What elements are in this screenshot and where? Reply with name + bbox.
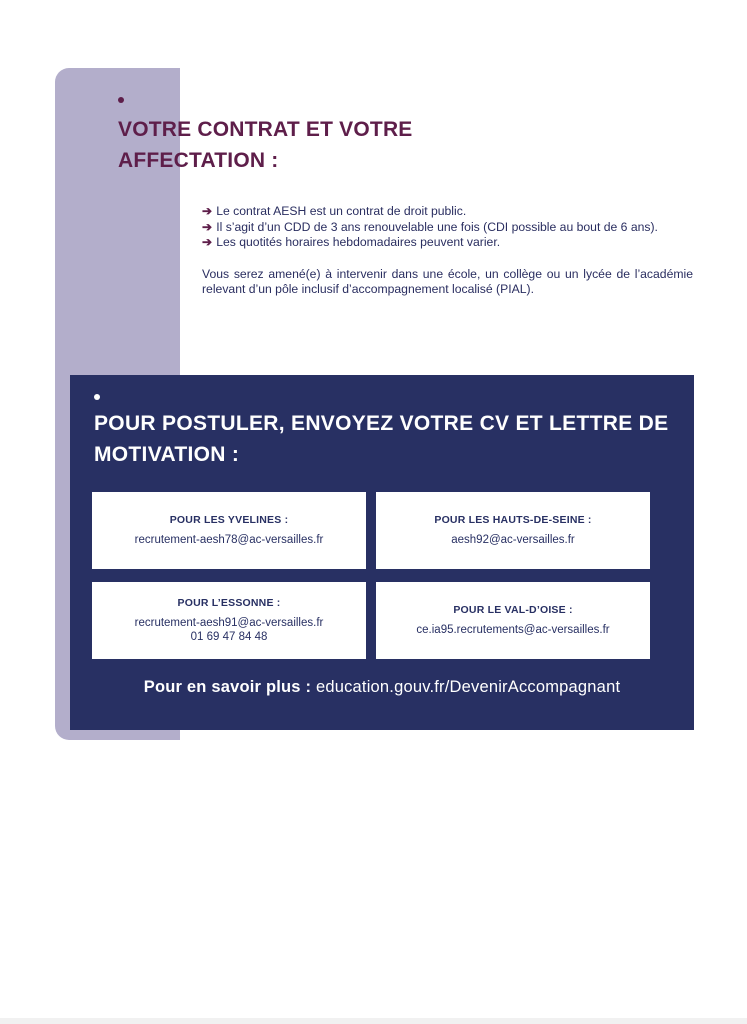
arrow-right-icon: ➔ [202,219,213,234]
arrow-right-icon: ➔ [202,204,213,218]
contact-phone[interactable]: 01 69 47 84 48 [190,631,268,643]
more-info-link[interactable]: education.gouv.fr/DevenirAccompagnant [315,678,621,696]
section-bullet-icon [118,97,124,103]
contact-email[interactable]: aesh92@ac-versailles.fr [451,534,575,546]
contact-email[interactable]: recrutement-aesh91@ac-versailles.fr [134,617,324,629]
contact-card-essonne [92,582,366,659]
contact-card-val-d-oise [376,582,650,659]
apply-section-title: POUR POSTULER, ENVOYEZ VOTRE CV ET LETTRE DE MOTIVATION : [94,412,669,466]
contract-bullet: ➔ Le contrat AESH est un contrat de droit public. [202,204,467,218]
contact-email[interactable]: recrutement-aesh78@ac-versailles.fr [134,534,324,546]
contract-bullet: ➔ Les quotités horaires hebdomadaires peuvent varier. [202,235,501,249]
contact-label: POUR LES YVELINES : [169,514,289,526]
contract-section-title: VOTRE CONTRAT ET VOTRE AFFECTATION : [118,118,413,172]
contact-label: POUR LES HAUTS-DE-SEINE : [434,514,592,526]
section-bullet-icon [94,394,100,400]
contact-email[interactable]: ce.ia95.recrutements@ac-versailles.fr [416,624,610,636]
page-bottom-edge [0,1018,747,1024]
contract-details [202,204,693,298]
contract-paragraph: Vous serez amené(e) à intervenir dans une école, un collège ou un lycée de l’académie relevant d’un pôle inclusif d’accompagnement localisé (PIAL). [202,266,693,296]
contract-bullet: ➔ Il s’agit d’un CDD de 3 ans renouvelable une fois (CDI possible au bout de 6 ans). [202,219,658,234]
contact-card-hauts-de-seine [376,492,650,569]
more-info [70,678,694,697]
more-info-lead: Pour en savoir plus : [143,678,312,696]
contact-label: POUR LE VAL-D’OISE : [453,604,573,616]
contact-label: POUR L’ESSONNE : [177,597,281,609]
arrow-right-icon: ➔ [202,235,213,249]
contact-card-yvelines [92,492,366,569]
